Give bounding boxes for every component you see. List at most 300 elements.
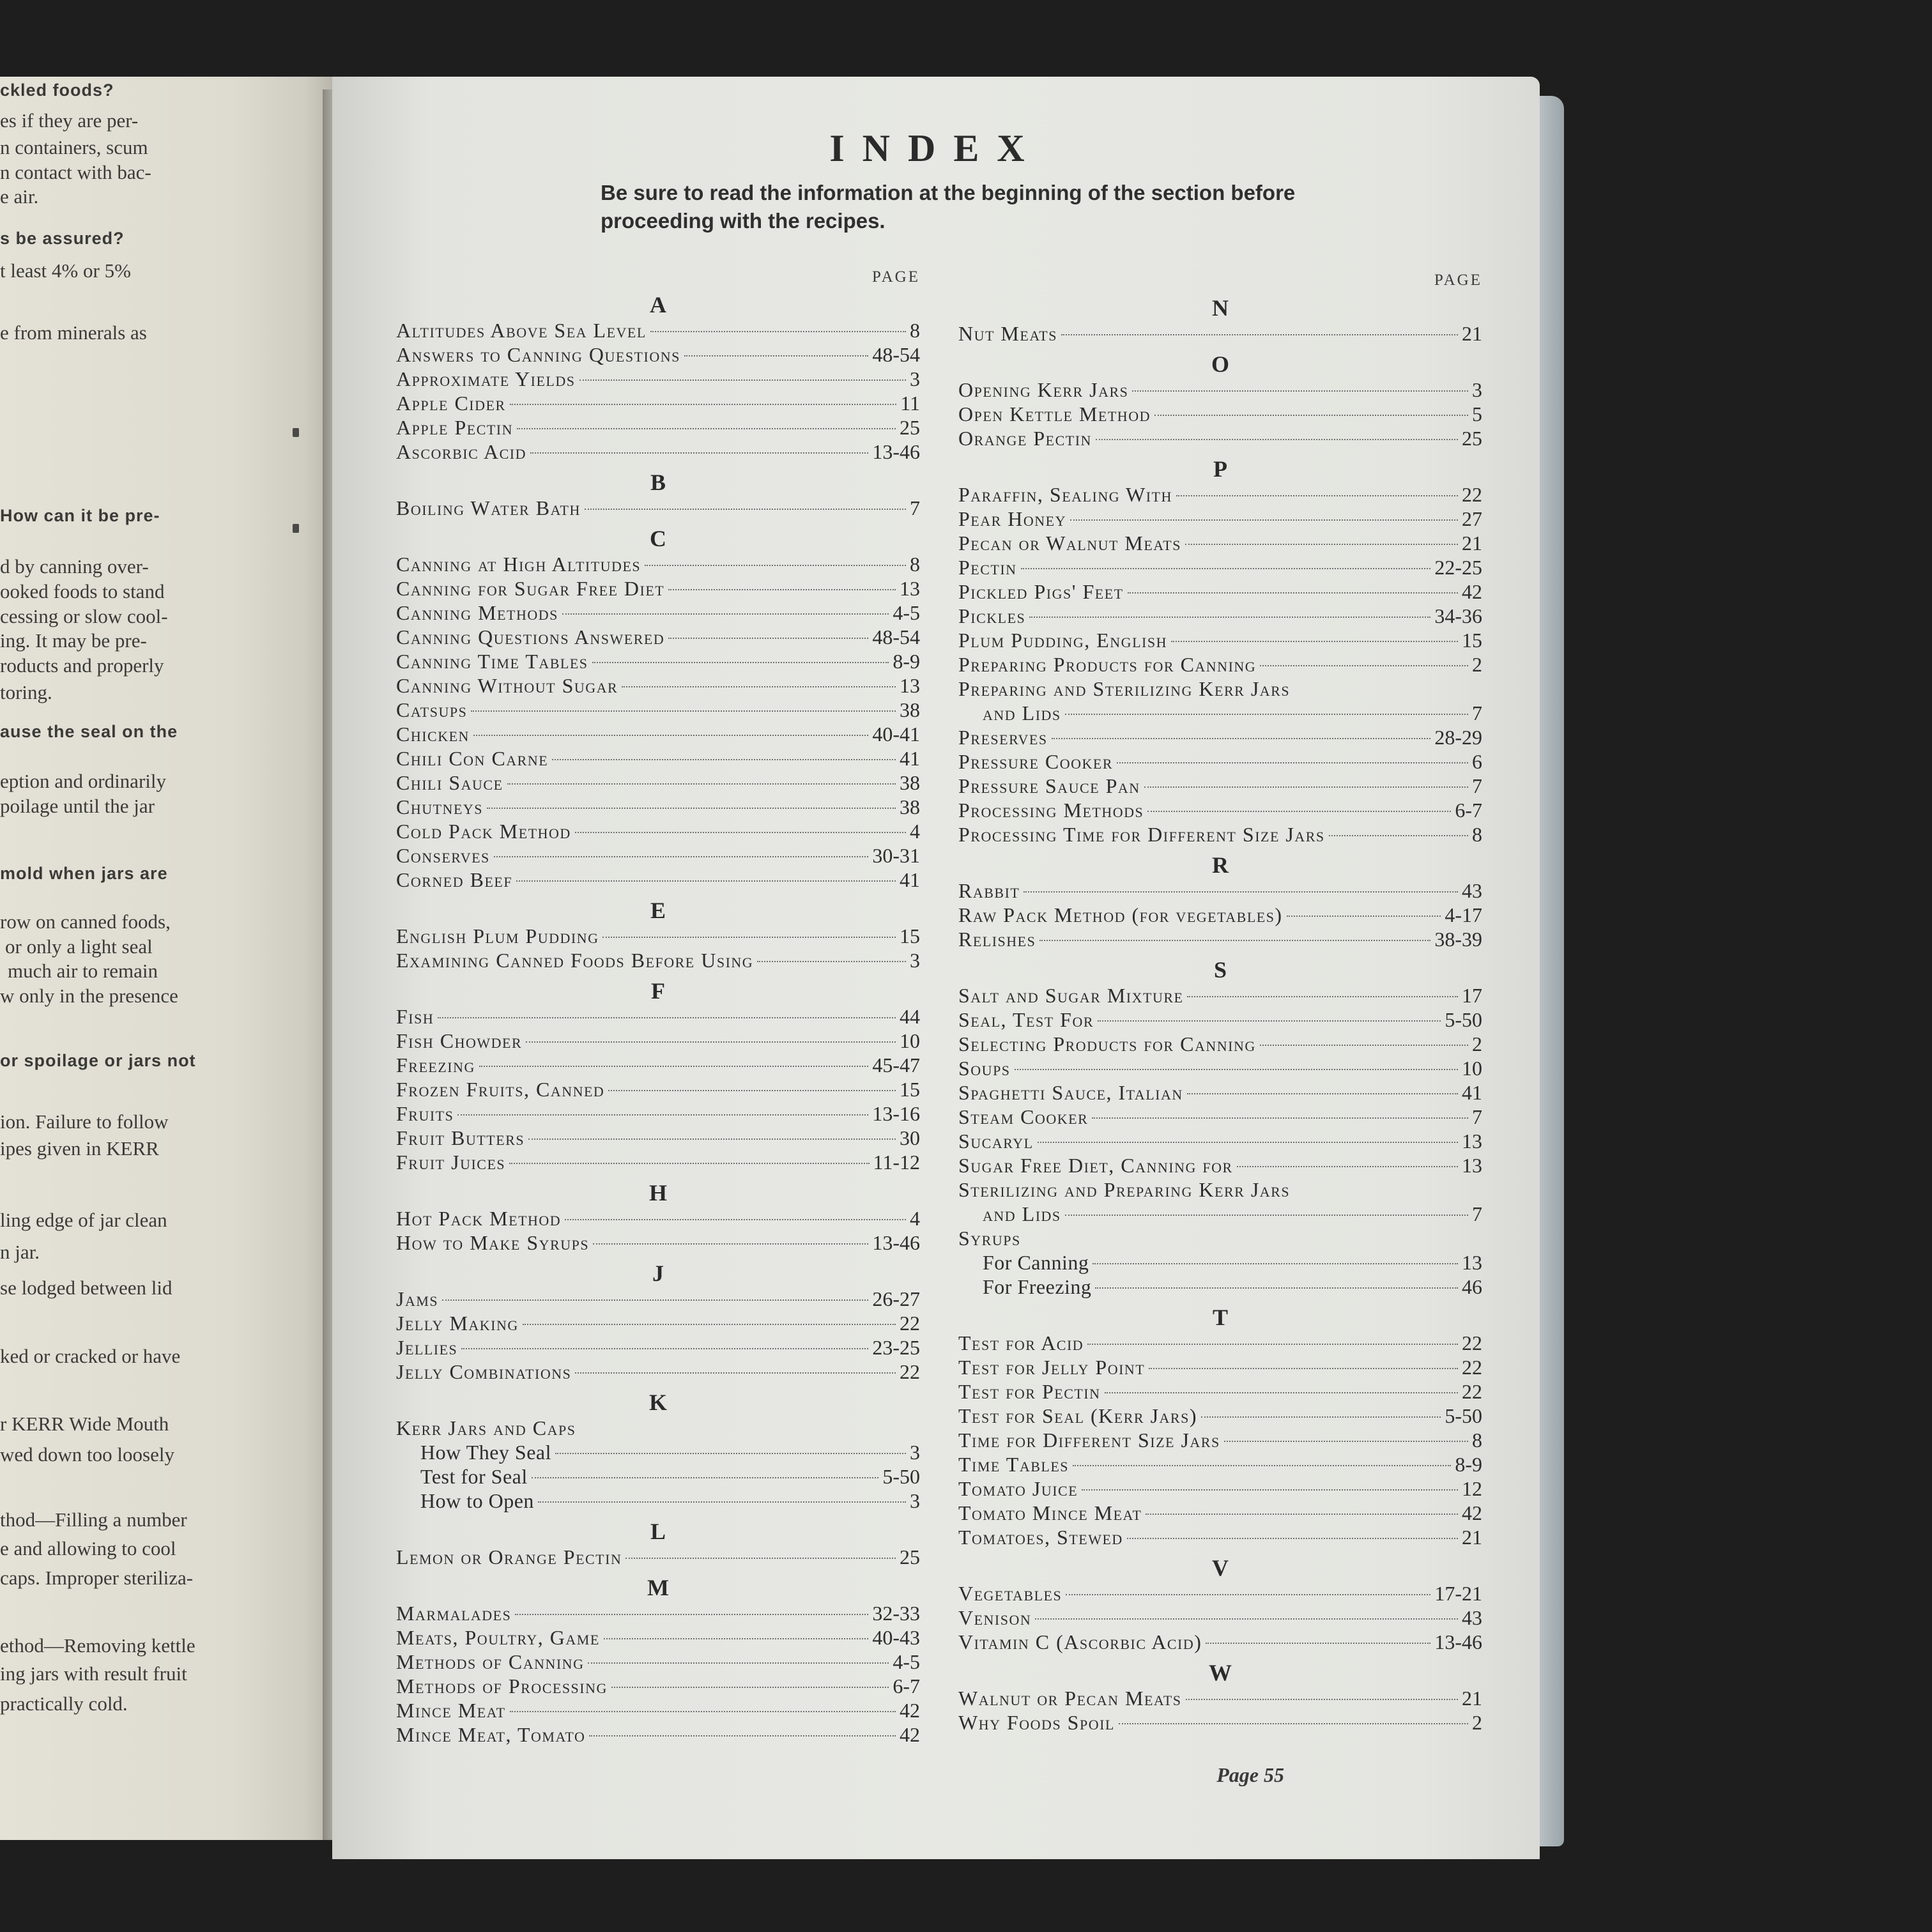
entry-title: Fruits	[396, 1102, 454, 1125]
entry-page: 34-36	[1434, 604, 1482, 627]
entry-page: 41	[1462, 1081, 1482, 1104]
text-fragment: t least 4% or 5%	[0, 259, 131, 282]
entry-page: 26-27	[872, 1287, 920, 1310]
entry-page: 7	[1472, 774, 1482, 797]
entry-page: 4	[910, 820, 920, 843]
dot-leader	[593, 1243, 868, 1245]
dot-leader	[1260, 1045, 1468, 1046]
question-fragment: ckled foods?	[0, 80, 114, 100]
index-entry	[958, 1056, 1482, 1080]
text-fragment: e and allowing to cool	[0, 1537, 176, 1560]
index-page	[332, 77, 1540, 1859]
index-entry	[958, 1501, 1482, 1525]
index-entry	[958, 677, 1482, 701]
entry-title: Test for Acid	[958, 1331, 1084, 1354]
index-intro: Be sure to read the information at the beginning of the section before proceeding with the recipes.	[601, 181, 1296, 233]
entry-page: 17-21	[1434, 1582, 1482, 1605]
entry-page: 3	[910, 367, 920, 390]
index-entry	[958, 1710, 1482, 1735]
entry-page: 22	[1462, 1380, 1482, 1403]
entry-title: Sterilizing and Preparing Kerr Jars	[958, 1178, 1291, 1201]
entry-title: Chutneys	[396, 795, 484, 818]
entry-page: 48-54	[872, 343, 920, 366]
page-column-header: PAGE	[1434, 272, 1482, 289]
entry-page: 13-46	[872, 440, 920, 463]
entry-page: 4-5	[893, 601, 920, 624]
question-fragment: s be assured?	[0, 228, 125, 248]
entry-title: Processing Time for Different Size Jars	[958, 823, 1325, 846]
entry-title: Kerr Jars and Caps	[396, 1416, 576, 1439]
entry-page: 22	[900, 1360, 920, 1383]
section-letter: R	[1212, 852, 1229, 878]
index-entry	[958, 725, 1482, 749]
entry-title: Preparing Products for Canning	[958, 653, 1257, 676]
index-entry	[396, 746, 920, 770]
entry-title: Meats, Poultry, Game	[396, 1626, 600, 1649]
entry-page: 21	[1462, 322, 1482, 345]
entry-page: 40-43	[872, 1626, 920, 1649]
entry-title: Altitudes Above Sea Level	[396, 319, 647, 342]
dot-leader	[1087, 1344, 1458, 1345]
text-fragment: row on canned foods,	[0, 910, 171, 933]
dot-leader	[507, 783, 896, 785]
dot-leader	[579, 379, 907, 381]
entry-title: Preserves	[958, 726, 1048, 749]
text-fragment: e air.	[0, 185, 39, 208]
index-entry	[958, 1331, 1482, 1355]
index-entry	[396, 576, 920, 601]
entry-page: 2	[1472, 1711, 1482, 1734]
index-entry	[396, 1650, 920, 1674]
index-entry	[958, 983, 1482, 1008]
entry-title: Canning for Sugar Free Diet	[396, 577, 665, 600]
index-entry	[958, 1275, 1482, 1299]
index-entry	[958, 701, 1482, 725]
dot-leader	[622, 686, 896, 687]
staple-top	[293, 428, 299, 437]
entry-title: Cold Pack Method	[396, 820, 571, 843]
entry-title: Time for Different Size Jars	[958, 1429, 1220, 1452]
section-letter: O	[1211, 351, 1229, 377]
entry-title: Soups	[958, 1057, 1011, 1080]
entry-title: Apple Pectin	[396, 416, 514, 439]
dot-leader	[510, 404, 897, 405]
dot-leader	[1095, 1287, 1458, 1289]
entry-title: Vitamin C (Ascorbic Acid)	[958, 1630, 1202, 1653]
dot-leader	[565, 1219, 906, 1220]
entry-title: Marmalades	[396, 1602, 512, 1625]
section-letter: F	[651, 978, 665, 1004]
dot-leader	[515, 1614, 868, 1615]
section-letter: V	[1212, 1555, 1229, 1581]
dot-leader	[602, 937, 896, 938]
dot-leader	[523, 1324, 896, 1325]
dot-leader	[555, 1453, 906, 1454]
index-entry	[958, 1129, 1482, 1153]
entry-page: 38	[900, 795, 920, 818]
index-entry	[958, 927, 1482, 951]
text-fragment: much air to remain	[8, 960, 158, 983]
index-entry	[396, 1674, 920, 1698]
entry-title: Why Foods Spoil	[958, 1711, 1115, 1734]
staple-bottom	[293, 524, 299, 533]
entry-title: Test for Seal	[420, 1465, 528, 1488]
text-fragment: ooked foods to stand	[0, 579, 165, 602]
index-entry	[958, 1606, 1482, 1630]
entry-page: 48-54	[872, 625, 920, 648]
entry-title: Opening Kerr Jars	[958, 378, 1129, 401]
index-entry	[958, 1105, 1482, 1129]
dot-leader	[487, 808, 896, 809]
entry-title: and Lids	[983, 702, 1061, 724]
entry-title: Pecan or Walnut Meats	[958, 532, 1181, 555]
dot-leader	[684, 355, 869, 356]
entry-title: Ascorbic Acid	[396, 440, 526, 463]
index-entry	[396, 318, 920, 342]
dot-leader	[494, 856, 869, 857]
entry-title: Pressure Cooker	[958, 750, 1113, 773]
entry-title: Catsups	[396, 698, 468, 721]
text-fragment: ked or cracked or have	[0, 1344, 181, 1367]
entry-title: Vegetables	[958, 1582, 1062, 1605]
dot-leader	[438, 1017, 896, 1018]
entry-page: 5-50	[1445, 1404, 1482, 1427]
entry-title: Pectin	[958, 556, 1017, 579]
index-entry	[396, 1545, 920, 1569]
text-fragment: toring.	[0, 681, 52, 704]
entry-page: 22	[1462, 1356, 1482, 1379]
entry-page: 22	[1462, 483, 1482, 506]
dot-leader	[611, 1687, 889, 1688]
index-entry	[958, 774, 1482, 798]
entry-title: Preparing and Sterilizing Kerr Jars	[958, 677, 1291, 700]
page-number: Page 55	[1216, 1763, 1284, 1786]
entry-page: 2	[1472, 1032, 1482, 1055]
entry-title: Salt and Sugar Mixture	[958, 984, 1184, 1007]
index-entry	[396, 1464, 920, 1489]
dot-leader	[1119, 1723, 1468, 1724]
entry-title: Lemon or Orange Pectin	[396, 1545, 622, 1568]
entry-title: Orange Pectin	[958, 427, 1092, 450]
dot-leader	[1176, 495, 1458, 496]
entry-title: Chili Sauce	[396, 771, 503, 794]
text-fragment: wed down too loosely	[0, 1443, 174, 1466]
index-entry	[958, 798, 1482, 822]
entry-title: Answers to Canning Questions	[396, 343, 680, 366]
entry-page: 7	[910, 496, 920, 519]
text-fragment: n contact with bac-	[0, 160, 151, 183]
entry-page: 13	[1462, 1251, 1482, 1274]
text-fragment: cessing or slow cool-	[0, 604, 168, 627]
index-entry	[958, 1379, 1482, 1404]
entry-title: Mince Meat	[396, 1699, 506, 1722]
index-entry	[958, 1080, 1482, 1105]
entry-page: 6	[1472, 750, 1482, 773]
text-fragment: n containers, scum	[0, 136, 148, 159]
entry-title: Methods of Canning	[396, 1650, 585, 1673]
entry-title: Tomato Juice	[958, 1477, 1078, 1500]
index-entry	[396, 552, 920, 576]
entry-page: 40-41	[872, 723, 920, 746]
entry-title: Paraffin, Sealing With	[958, 483, 1172, 506]
entry-page: 22	[900, 1312, 920, 1335]
index-entry	[396, 673, 920, 698]
section-letter: N	[1212, 295, 1229, 321]
entry-page: 38	[900, 771, 920, 794]
entry-page: 42	[900, 1723, 920, 1746]
entry-page: 43	[1462, 1606, 1482, 1629]
index-entry	[396, 1416, 920, 1440]
index-entry	[396, 1077, 920, 1101]
index-entry	[396, 698, 920, 722]
dot-leader	[1329, 835, 1468, 836]
index-entry	[958, 1202, 1482, 1226]
entry-page: 46	[1462, 1275, 1482, 1298]
dot-leader	[1186, 1699, 1458, 1700]
section-letter: H	[648, 1180, 667, 1206]
index-entry	[958, 1153, 1482, 1177]
entry-title: For Freezing	[983, 1275, 1092, 1298]
dot-leader	[1065, 1215, 1468, 1216]
dot-leader	[757, 961, 906, 962]
entry-page: 5-50	[1445, 1008, 1482, 1031]
index-entry	[958, 822, 1482, 847]
entry-page: 17	[1462, 984, 1482, 1007]
entry-title: Test for Jelly Point	[958, 1356, 1146, 1379]
text-fragment: es if they are per-	[0, 109, 139, 132]
index-entry	[396, 1150, 920, 1174]
index-entry	[958, 1355, 1482, 1379]
dot-leader	[1035, 1618, 1458, 1620]
index-entry	[396, 1601, 920, 1625]
entry-page: 8	[910, 319, 920, 342]
index-entry	[396, 1126, 920, 1150]
entry-title: How to Open	[420, 1489, 534, 1512]
entry-page: 41	[900, 868, 920, 891]
entry-page: 3	[910, 1489, 920, 1512]
text-fragment: ion. Failure to follow	[0, 1110, 169, 1133]
entry-title: How to Make Syrups	[396, 1231, 590, 1254]
left-page	[0, 77, 332, 1840]
index-entry	[396, 819, 920, 843]
entry-page: 22	[1462, 1331, 1482, 1354]
entry-page: 42	[1462, 580, 1482, 603]
dot-leader	[592, 662, 889, 663]
entry-page: 7	[1472, 702, 1482, 724]
index-entry	[958, 482, 1482, 507]
index-entry	[396, 1230, 920, 1255]
entry-title: For Canning	[983, 1251, 1089, 1274]
entry-title: Boiling Water Bath	[396, 496, 581, 519]
entry-page: 21	[1462, 1526, 1482, 1549]
index-entry	[958, 1250, 1482, 1275]
entry-page: 25	[1462, 427, 1482, 450]
dot-leader	[608, 1090, 896, 1091]
dot-leader	[517, 428, 896, 429]
dot-leader	[650, 331, 906, 332]
entry-page: 3	[910, 949, 920, 972]
index-entry	[396, 1311, 920, 1335]
entry-title: Walnut or Pecan Meats	[958, 1687, 1182, 1710]
index-entry	[396, 1625, 920, 1650]
dot-leader	[1052, 738, 1431, 739]
entry-title: Jams	[396, 1287, 439, 1310]
entry-title: Steam Cooker	[958, 1105, 1089, 1128]
dot-leader	[510, 1711, 896, 1712]
entry-title: Conserves	[396, 844, 490, 867]
text-fragment: ling edge of jar clean	[0, 1209, 167, 1232]
index-title: INDEX	[829, 127, 1043, 169]
dot-leader	[1144, 786, 1468, 788]
entry-title: Open Kettle Method	[958, 402, 1151, 425]
index-entry	[958, 1581, 1482, 1606]
index-entry	[958, 402, 1482, 426]
entry-page: 22-25	[1434, 556, 1482, 579]
entry-title: Chicken	[396, 723, 470, 746]
dot-leader	[1021, 568, 1431, 569]
entry-page: 4	[910, 1207, 920, 1230]
entry-page: 15	[900, 924, 920, 947]
index-entry	[396, 722, 920, 746]
entry-page: 25	[900, 416, 920, 439]
index-entry	[958, 1428, 1482, 1452]
section-letter: T	[1212, 1305, 1228, 1330]
index-entry	[396, 795, 920, 819]
dot-leader	[1029, 617, 1430, 618]
dot-leader	[589, 1735, 896, 1736]
dot-leader	[1146, 1514, 1458, 1515]
entry-page: 11	[900, 392, 920, 415]
entry-title: Fruit Juices	[396, 1151, 506, 1174]
dot-leader	[442, 1300, 868, 1301]
entry-page: 38-39	[1434, 928, 1482, 951]
index-entry	[396, 843, 920, 868]
index-entry	[396, 770, 920, 795]
dot-leader	[509, 1163, 869, 1164]
entry-title: Jelly Making	[396, 1312, 519, 1335]
dot-leader	[1206, 1643, 1430, 1644]
dot-leader	[526, 1041, 896, 1043]
entry-title: Approximate Yields	[396, 367, 576, 390]
index-entry	[396, 1287, 920, 1311]
dot-leader	[1092, 1117, 1468, 1119]
dot-leader	[1187, 996, 1458, 997]
index-entry	[958, 555, 1482, 579]
entry-page: 13-46	[1434, 1630, 1482, 1653]
index-entry	[396, 625, 920, 649]
dot-leader	[562, 613, 889, 615]
section-letter: W	[1209, 1660, 1232, 1685]
entry-page: 4-17	[1445, 903, 1482, 926]
index-entry	[958, 878, 1482, 903]
entry-title: Canning at High Altitudes	[396, 553, 641, 576]
index-entry	[958, 1630, 1482, 1654]
index-entry	[958, 1452, 1482, 1476]
entry-title: Seal, Test For	[958, 1008, 1094, 1031]
dot-leader	[625, 1558, 896, 1559]
dot-leader	[604, 1638, 869, 1639]
entry-title: Venison	[958, 1606, 1032, 1629]
text-fragment: ethod—Removing kettle	[0, 1634, 195, 1657]
dot-leader	[1096, 439, 1458, 440]
text-fragment: practically cold.	[0, 1692, 128, 1715]
dot-leader	[1066, 1594, 1430, 1595]
entry-page: 30	[900, 1126, 920, 1149]
index-entry	[396, 1206, 920, 1230]
index-entry	[396, 1722, 920, 1747]
entry-page: 42	[1462, 1501, 1482, 1524]
entry-title: How They Seal	[420, 1441, 551, 1464]
index-entry	[396, 1335, 920, 1360]
entry-title: Pickled Pigs' Feet	[958, 580, 1124, 603]
index-entry	[958, 1476, 1482, 1501]
dot-leader	[1073, 1465, 1451, 1466]
entry-page: 13-16	[872, 1102, 920, 1125]
entry-title: Plum Pudding, English	[958, 629, 1167, 652]
entry-page: 13	[1462, 1154, 1482, 1177]
index-entry	[396, 1489, 920, 1513]
entry-page: 3	[910, 1441, 920, 1464]
section-letter: L	[650, 1519, 666, 1544]
entry-page: 4-5	[893, 1650, 920, 1673]
index-entry	[396, 1004, 920, 1029]
dot-leader	[516, 880, 896, 882]
dot-leader	[668, 589, 896, 590]
dot-leader	[479, 1066, 868, 1067]
entry-page: 13	[1462, 1130, 1482, 1153]
dot-leader	[588, 1662, 889, 1664]
section-letter: A	[650, 292, 666, 318]
entry-title: Hot Pack Method	[396, 1207, 562, 1230]
index-entry	[396, 1101, 920, 1126]
entry-page: 2	[1472, 653, 1482, 676]
dot-leader	[645, 565, 906, 566]
text-fragment: ipes given in KERR	[0, 1137, 159, 1160]
entry-page: 25	[900, 1545, 920, 1568]
entry-title: Time Tables	[958, 1453, 1070, 1476]
entry-page: 12	[1462, 1477, 1482, 1500]
entry-page: 6-7	[1455, 799, 1482, 822]
section-letter: K	[648, 1390, 667, 1415]
dot-leader	[473, 735, 868, 736]
index-entry	[958, 1226, 1482, 1250]
dot-leader	[1105, 1392, 1458, 1393]
dot-leader	[461, 1348, 868, 1349]
entry-page: 45-47	[872, 1054, 920, 1077]
entry-title: Raw Pack Method (for vegetables)	[958, 903, 1283, 926]
entry-title: Processing Methods	[958, 799, 1144, 822]
entry-title: Spaghetti Sauce, Italian	[958, 1081, 1183, 1104]
entry-page: 28-29	[1434, 726, 1482, 749]
entry-title: Frozen Fruits, Canned	[396, 1078, 605, 1101]
dot-leader	[1098, 1020, 1441, 1022]
dot-leader	[585, 509, 906, 510]
entry-title: Pear Honey	[958, 507, 1067, 530]
text-fragment: d by canning over-	[0, 555, 149, 578]
index-entry	[958, 1525, 1482, 1549]
dot-leader	[538, 1501, 906, 1503]
entry-title: Test for Seal (Kerr Jars)	[958, 1404, 1197, 1427]
entry-page: 8	[910, 553, 920, 576]
dot-leader	[552, 759, 896, 760]
dot-leader	[1023, 891, 1458, 893]
entry-page: 21	[1462, 1687, 1482, 1710]
text-fragment: se lodged between lid	[0, 1276, 172, 1300]
section-letter: J	[652, 1261, 664, 1286]
dot-leader	[530, 452, 868, 454]
index-entry	[396, 924, 920, 948]
entry-page: 5	[1472, 402, 1482, 425]
